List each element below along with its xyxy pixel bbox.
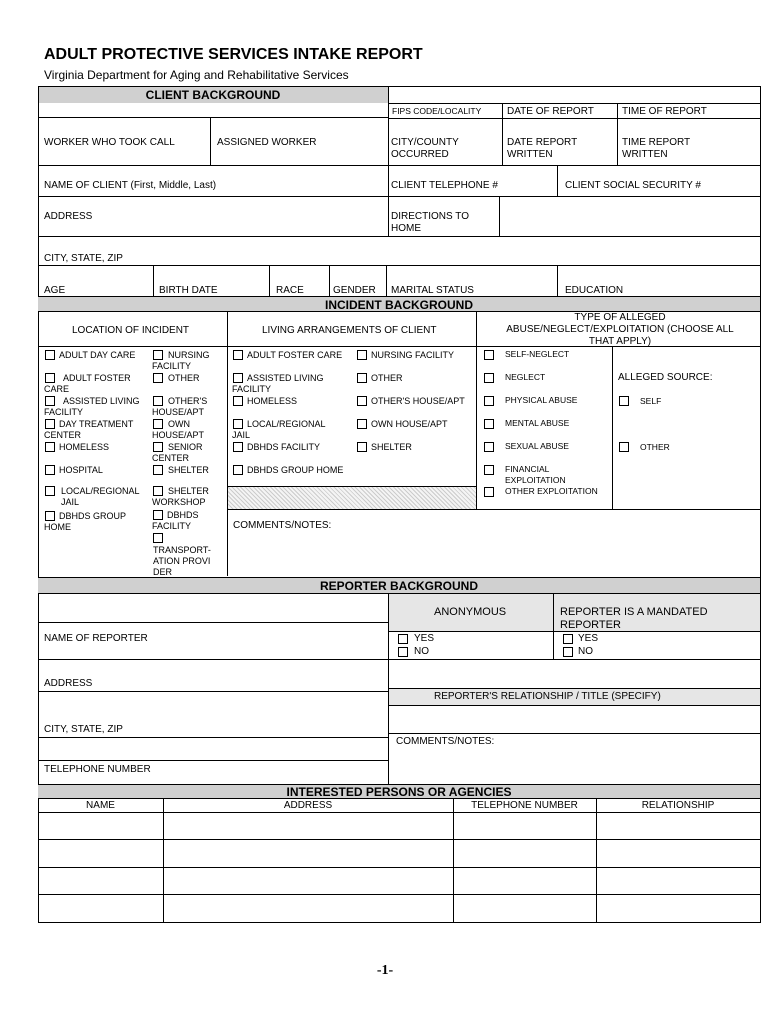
assigned-worker-label: ASSIGNED WORKER — [217, 137, 317, 148]
loc-senior-center: SENIOR CENTER — [152, 442, 203, 463]
loc-dbhds-group-home: DBHDS GROUP HOME — [44, 511, 126, 532]
type-other-exploitation: OTHER EXPLOITATION — [505, 486, 598, 496]
liv-shelter: SHELTER — [371, 442, 412, 452]
reporter-address-label: ADDRESS — [44, 678, 93, 689]
checkbox-mandated-yes[interactable] — [563, 634, 573, 644]
reporter-city-label: CITY, STATE, ZIP — [44, 724, 123, 735]
education-label: EDUCATION — [565, 285, 624, 296]
date-report-written-label: DATE REPORT WRITTEN — [507, 137, 578, 160]
mandated-yes-label: YES — [578, 633, 599, 644]
checkbox-neglect[interactable] — [484, 373, 494, 383]
col-address-header: ADDRESS — [283, 800, 333, 811]
checkbox-liv-homeless[interactable] — [233, 396, 243, 406]
table-row[interactable] — [39, 868, 163, 894]
checkbox-hospital[interactable] — [45, 465, 55, 475]
checkbox-source-self[interactable] — [619, 396, 629, 406]
client-background-heading: CLIENT BACKGROUND — [145, 88, 281, 102]
loc-transportation: TRANSPORT-ATION PROVIDER — [153, 545, 211, 577]
type-mental-abuse: MENTAL ABUSE — [505, 418, 570, 428]
col-relationship-header: RELATIONSHIP — [641, 800, 715, 811]
worker-took-call-label: WORKER WHO TOOK CALL — [44, 137, 175, 148]
type-sexual-abuse: SEXUAL ABUSE — [505, 441, 569, 451]
checkbox-liv-other[interactable] — [357, 373, 367, 383]
checkbox-source-other[interactable] — [619, 442, 629, 452]
loc-hospital: HOSPITAL — [59, 465, 103, 475]
checkbox-mental-abuse[interactable] — [484, 419, 494, 429]
city-state-zip-label: CITY, STATE, ZIP — [44, 253, 123, 264]
alleged-source-label: ALLEGED SOURCE: — [618, 372, 713, 383]
checkbox-homeless[interactable] — [45, 442, 55, 452]
checkbox-physical-abuse[interactable] — [484, 396, 494, 406]
liv-others-house: OTHER'S HOUSE/APT — [371, 396, 465, 406]
liv-dbhds-facility: DBHDS FACILITY — [247, 442, 321, 452]
checkbox-anon-no[interactable] — [398, 647, 408, 657]
time-report-written-label: TIME REPORT WRITTEN — [622, 137, 690, 160]
type-financial-exploitation: FINANCIAL EXPLOITATION — [505, 464, 566, 485]
liv-other: OTHER — [371, 373, 403, 383]
checkbox-other[interactable] — [153, 373, 163, 383]
checkbox-mandated-no[interactable] — [563, 647, 573, 657]
form-subtitle: Virginia Department for Aging and Rehabilitative Services — [44, 68, 349, 82]
checkbox-anon-yes[interactable] — [398, 634, 408, 644]
liv-own-house: OWN HOUSE/APT — [371, 419, 448, 429]
checkbox-shelter[interactable] — [153, 465, 163, 475]
gender-label: GENDER — [333, 285, 376, 296]
client-telephone-label: CLIENT TELEPHONE # — [391, 180, 498, 191]
loc-local-regional-jail: LOCAL/REGIONAL JAIL — [61, 486, 140, 507]
living-heading: LIVING ARRANGEMENTS OF CLIENT — [262, 325, 437, 336]
type-physical-abuse: PHYSICAL ABUSE — [505, 395, 578, 405]
liv-homeless: HOMELESS — [247, 396, 298, 406]
liv-adult-foster-care: ADULT FOSTER CARE — [247, 350, 343, 360]
age-label: AGE — [44, 285, 66, 296]
loc-other: OTHER — [168, 373, 200, 383]
anon-yes-label: YES — [414, 633, 435, 644]
checkbox-liv-own-house[interactable] — [357, 419, 367, 429]
liv-nursing-facility: NURSING FACILITY — [371, 350, 455, 360]
checkbox-liv-adult-foster-care[interactable] — [233, 350, 243, 360]
loc-shelter-workshop: SHELTER WORKSHOP — [152, 486, 209, 507]
loc-adult-day-care: ADULT DAY CARE — [59, 350, 136, 360]
name-of-client-label: NAME OF CLIENT (First, Middle, Last) — [44, 180, 217, 191]
date-of-report-label: DATE OF REPORT — [507, 106, 594, 117]
type-neglect: NEGLECT — [505, 372, 546, 382]
marital-status-label: MARITAL STATUS — [391, 285, 474, 296]
loc-shelter: SHELTER — [168, 465, 209, 475]
checkbox-sexual-abuse[interactable] — [484, 442, 494, 452]
loc-dbhds-facility: DBHDS FACILITY — [152, 510, 199, 531]
checkbox-liv-shelter[interactable] — [357, 442, 367, 452]
reporter-relationship-label: REPORTER'S RELATIONSHIP / TITLE (SPECIFY) — [434, 691, 661, 702]
location-heading: LOCATION OF INCIDENT — [72, 325, 190, 336]
mandated-label: REPORTER IS A MANDATED REPORTER — [560, 606, 708, 631]
type-self-neglect: SELF-NEGLECT — [505, 349, 570, 359]
fips-label: FIPS CODE/LOCALITY — [392, 106, 482, 116]
liv-assisted-living: ASSISTED LIVING FACILITY — [232, 373, 324, 394]
incident-comments-label: COMMENTS/NOTES: — [233, 520, 332, 531]
loc-assisted-living: ASSISTED LIVING FACILITY — [44, 396, 140, 417]
checkbox-adult-day-care[interactable] — [45, 350, 55, 360]
source-other-label: OTHER — [640, 442, 670, 452]
reporter-background-heading: REPORTER BACKGROUND — [319, 579, 478, 593]
form-title: ADULT PROTECTIVE SERVICES INTAKE REPORT — [44, 46, 423, 63]
client-ssn-label: CLIENT SOCIAL SECURITY # — [565, 180, 701, 191]
table-row[interactable] — [39, 840, 163, 867]
loc-adult-foster-care: ADULT FOSTER CARE — [44, 373, 131, 394]
checkbox-liv-dbhds-group-home[interactable] — [233, 465, 243, 475]
col-name-header: NAME — [86, 800, 115, 811]
race-label: RACE — [276, 285, 304, 296]
source-self-label: SELF — [640, 396, 662, 406]
anon-no-label: NO — [414, 646, 429, 657]
loc-others-house: OTHER'S HOUSE/APT — [152, 396, 208, 417]
interested-heading: INTERESTED PERSONS OR AGENCIES — [286, 785, 512, 799]
checkbox-other-exploitation[interactable] — [484, 487, 494, 497]
time-of-report-label: TIME OF REPORT — [622, 106, 707, 117]
table-row[interactable] — [39, 895, 163, 922]
checkbox-liv-dbhds-facility[interactable] — [233, 442, 243, 452]
incident-background-heading: INCIDENT BACKGROUND — [325, 298, 473, 312]
checkbox-local-regional-jail[interactable] — [45, 486, 55, 496]
checkbox-liv-others-house[interactable] — [357, 396, 367, 406]
address-label: ADDRESS — [44, 211, 93, 222]
birth-date-label: BIRTH DATE — [159, 285, 218, 296]
checkbox-self-neglect[interactable] — [484, 350, 494, 360]
reporter-telephone-label: TELEPHONE NUMBER — [44, 764, 151, 775]
reporter-comments-label: COMMENTS/NOTES: — [396, 736, 495, 747]
loc-day-treatment: DAY TREATMENT CENTER — [44, 419, 134, 440]
reporter-name-label: NAME OF REPORTER — [44, 633, 148, 644]
table-row[interactable] — [39, 813, 163, 839]
type-heading: TYPE OF ALLEGED ABUSE/NEGLECT/EXPLOITATION (CHOOSE ALL THAT APPLY) — [506, 312, 734, 347]
checkbox-liv-nursing-facility[interactable] — [357, 350, 367, 360]
checkbox-financial-exploitation[interactable] — [484, 465, 494, 475]
checkbox-transportation[interactable] — [153, 533, 163, 543]
liv-dbhds-group-home: DBHDS GROUP HOME — [247, 465, 344, 475]
directions-label: DIRECTIONS TO HOME — [391, 211, 469, 234]
loc-own-house: OWN HOUSE/APT — [152, 419, 205, 440]
col-telephone-header: TELEPHONE NUMBER — [471, 800, 578, 811]
page-number: -1- — [376, 963, 394, 978]
anonymous-label: ANONYMOUS — [434, 606, 507, 618]
liv-local-regional-jail: LOCAL/REGIONAL JAIL — [232, 419, 326, 440]
loc-homeless: HOMELESS — [59, 442, 110, 452]
shaded-block — [228, 486, 476, 509]
city-county-occurred-label: CITY/COUNTY OCCURRED — [391, 137, 459, 160]
mandated-no-label: NO — [578, 646, 593, 657]
loc-nursing-facility: NURSING FACILITY — [152, 350, 210, 371]
